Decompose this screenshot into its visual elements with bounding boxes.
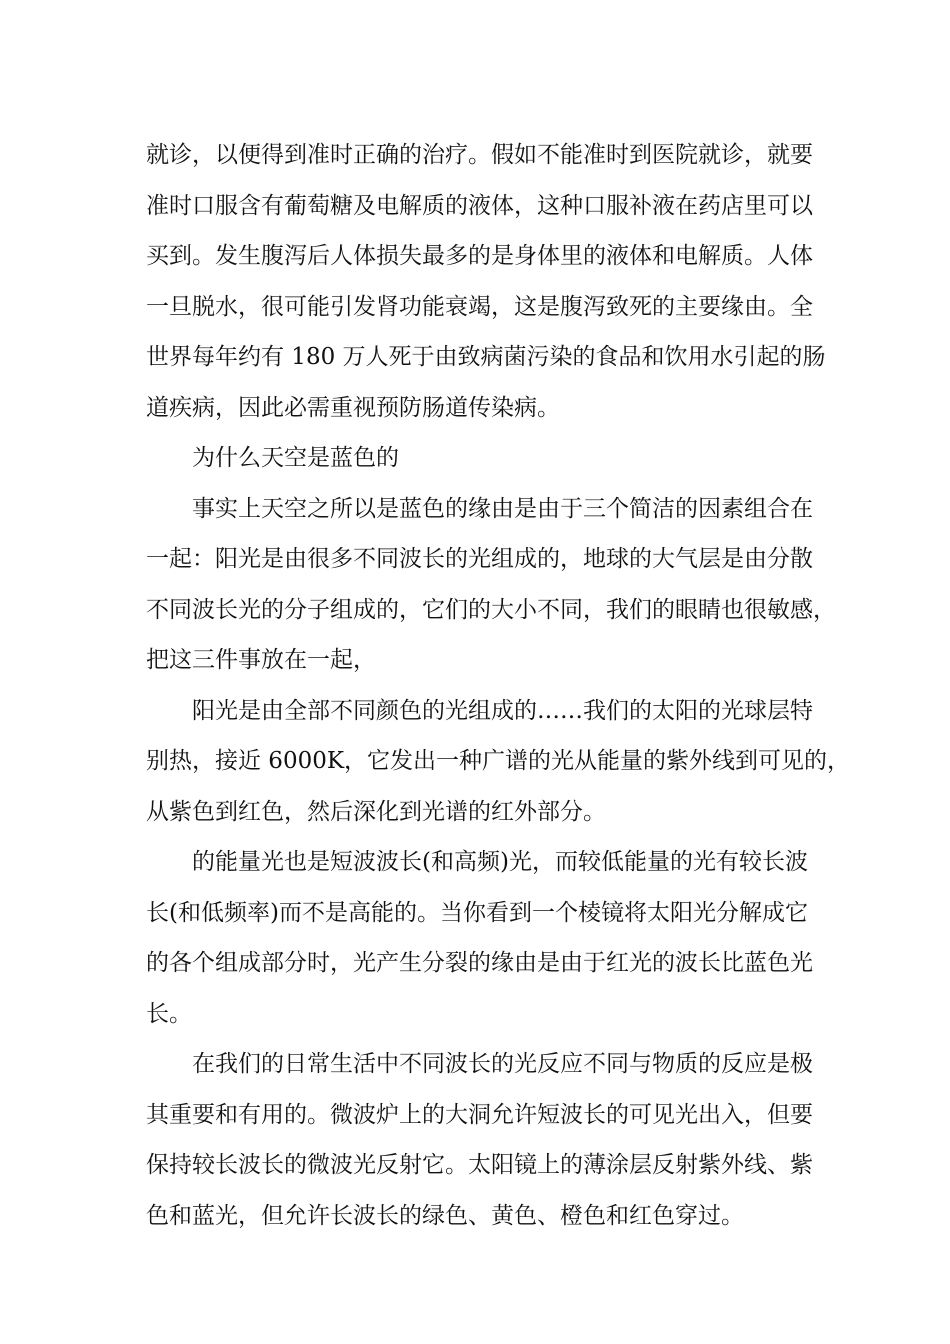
text-line: 长(和低频率)而不是高能的。当你看到一个棱镜将太阳光分解成它 [146,899,808,926]
paragraph-everyday-light [146,1039,836,1241]
text-line: 保持较长波长的微波光反射它。太阳镜上的薄涂层反射紫外线、紫 [146,1152,813,1178]
text-line: 的各个组成部分时，光产生分裂的缘由是由于红光的波长比蓝色光 [146,950,813,976]
text-line: 长。 [146,1000,192,1027]
text-line: 从紫色到红色，然后深化到光谱的红外部分。 [146,798,606,825]
text-line: 事实上天空之所以是蓝色的缘由是由于三个简洁的因素组合在 [192,495,813,522]
paragraph-sky-blue-reasons [146,484,836,686]
heading-line: 为什么天空是蓝色的 [192,445,399,471]
text-line: 一旦脱水，很可能引发肾功能衰竭，这是腹泻致死的主要缘由。全 [146,293,813,320]
text-line: 准时口服含有葡萄糖及电解质的液体，这种口服补液在药店里可以 [146,192,813,219]
text-line: 就诊，以便得到准时正确的治疗。假如不能准时到医院就诊，就要 [146,142,813,168]
paragraph-diarrhea-treatment [146,130,836,433]
text-line: 买到。发生腹泻后人体损失最多的是身体里的液体和电解质。人体 [146,243,813,269]
paragraph-sunlight-spectrum [146,686,851,838]
text-line: 不同波长光的分子组成的，它们的大小不同，我们的眼睛也很敏感， [146,596,836,623]
text-line: 一起：阳光是由很多不同波长的光组成的，地球的大气层是由分散 [146,546,813,572]
text-line: 别热，接近 6000K，它发出一种广谱的光从能量的紫外线到可见的， [146,748,851,774]
section-heading [146,433,836,484]
text-line: 世界每年约有 180 万人死于由致病菌污染的食品和饮用水引起的肠 [146,344,826,370]
text-line: 色和蓝光，但允许长波长的绿色、黄色、橙色和红色穿过。 [146,1202,744,1229]
paragraph-wavelength-energy [146,837,836,1039]
text-line: 的能量光也是短波波长(和高频)光，而较低能量的光有较长波 [192,849,808,875]
text-line: 在我们的日常生活中不同波长的光反应不同与物质的反应是极 [192,1051,813,1077]
text-line: 其重要和有用的。微波炉上的大洞允许短波长的可见光出入，但要 [146,1101,813,1128]
text-line: 道疾病，因此必需重视预防肠道传染病。 [146,394,560,421]
text-line: 阳光是由全部不同颜色的光组成的……我们的太阳的光球层特 [192,697,813,724]
text-line: 把这三件事放在一起， [146,647,376,673]
document-body [146,130,851,1241]
